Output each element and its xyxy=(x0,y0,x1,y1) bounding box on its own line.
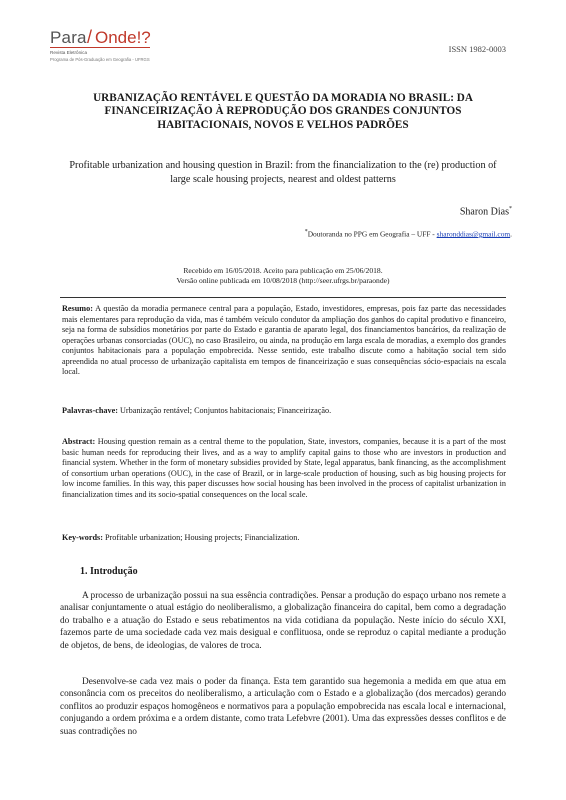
publication-dates xyxy=(60,266,506,287)
author-email-link[interactable]: sharonddias@gmail.com xyxy=(436,229,511,239)
palavras-chave-text: Urbanização rentável; Conjuntos habitacionais; Financeirização. xyxy=(119,406,332,415)
paper-subtitle-english: Profitable urbanization and housing question in Brazil: from the financialization to the (re) production of large scale housing projects, nearest and oldest patterns xyxy=(69,160,497,185)
resumo-label: Resumo: xyxy=(62,304,93,313)
body-paragraph-1: A processo de urbanização possui na sua essência contradições. Pensar a produção do espaço urbano nos remete a analisar conjuntamente o atual estágio do neoliberalismo, a globalização financeira do capital, bem como a degradação do trabalho e a atuação do Estado e seus rebatimentos na vida cotidiana da população. Neste início do século XXI, fazemos parte de uma sociedade cada vez mais desigual e conflituosa, onde se reproduz o capital mediante a produção de objetos, de bens, de ideologias, de valores de troca. xyxy=(60,591,506,651)
affiliation-marker: * xyxy=(304,229,308,235)
online-publication-date: Versão online publicada em 10/08/2018 (http://seer.ufrgs.br/paraonde) xyxy=(176,276,390,286)
affiliation-end: . xyxy=(510,229,512,239)
abstract-label: Abstract: xyxy=(62,437,96,446)
keywords-label: Key-words: xyxy=(62,533,103,542)
received-accepted-dates: Recebido em 16/05/2018. Aceito para publicação em 25/06/2018. xyxy=(183,266,383,275)
logo-underline xyxy=(50,47,150,48)
body-paragraph-2: Desenvolve-se cada vez mais o poder da finança. Esta tem garantido sua hegemonia a medida em que atua em consonância com os preceitos do neoliberalismo, a articulação com o Estado e a globalização (dos mercados) gerando conflitos ao produzir espaços homogêneos e normativos para a população empobrecida nas escala local e internacional, conjugando a ordem próxima e a ordem distante, como trata Lefebvre (2001). Uma das expressões desses conflitos e de suas contradições no xyxy=(60,677,506,737)
section-heading-introducao: 1. Introdução xyxy=(80,566,138,577)
keywords-block xyxy=(62,533,506,544)
journal-logo xyxy=(50,28,200,70)
author-name-text: Sharon Dias xyxy=(459,206,509,218)
paper-title: URBANIZAÇÃO RENTÁVEL E QUESTÃO DA MORADIA NO BRASIL: DA FINANCEIRIZAÇÃO À REPRODUÇÃO DOS GRANDES CONJUNTOS HABITACIONAIS, NOVOS E VELHOS PADRÕES xyxy=(93,92,473,131)
logo-subtitle: Revista Eletrônica xyxy=(50,50,88,55)
abstract-text: Housing question remain as a central theme to the population, State, investors, companies, because it is a part of the most basic human needs for reproducing their lives, and as a way to amplify capital gains to those who are investors in production and financial system. Whether in the form of monetary subsidies provided by State, legal apparatus, bank financing, as the accomplishment of consortium urban operations (OUC), in the case of Brazil, or in large-scale production of housing, such as big housing projects for low income families. In this way, this paper discusses how social housing has been involved in the process of capitalist urbanization in financialization times and its socio-spatial consequences on the local scale. xyxy=(62,437,507,499)
author-footnote-marker: * xyxy=(509,206,512,212)
logo-para-text: Para xyxy=(50,28,87,47)
logo-onde-text: Onde!? xyxy=(95,28,151,47)
logo-program: Programa de Pós-Graduação em Geografia - UFRGS xyxy=(50,57,150,62)
keywords-text: Profitable urbanization; Housing projects; Financialization. xyxy=(104,533,300,542)
resumo-block xyxy=(62,304,506,378)
palavras-chave-block xyxy=(62,406,506,417)
abstract-block xyxy=(62,437,506,500)
logo-slash: / xyxy=(87,27,93,47)
header-divider xyxy=(60,297,506,298)
author-name xyxy=(460,206,512,217)
author-affiliation xyxy=(305,229,512,238)
resumo-text: A questão da moradia permanece central para a população, Estado, investidores, empresas, pois faz parte das necessidades mais elementares para reprodução da vida, mas é também veículo condutor da ampliação dos ganhos do capital produtivo e financeiro, seja na forma de subsídios monetários por parte do Estado e garantia de aparato legal, dos financiamentos bancários, da realização de operações urbanas consorciadas (OUC), no caso Brasileiro, ou ainda, na produção em larga escala de moradias, a exemplo dos grandes conjuntos habitacionais para a população empobrecida. Nesse sentido, este trabalho discute como a habitação social tem sido apreendida no atual processo de urbanização capitalista em tempos de financeirização e suas consequências sócio-espaciais na escala local. xyxy=(62,304,506,376)
issn-label: ISSN 1982-0003 xyxy=(448,44,506,54)
affiliation-text: Doutoranda no PPG em Geografia – UFF - xyxy=(307,229,437,239)
palavras-chave-label: Palavras-chave: xyxy=(62,406,118,415)
